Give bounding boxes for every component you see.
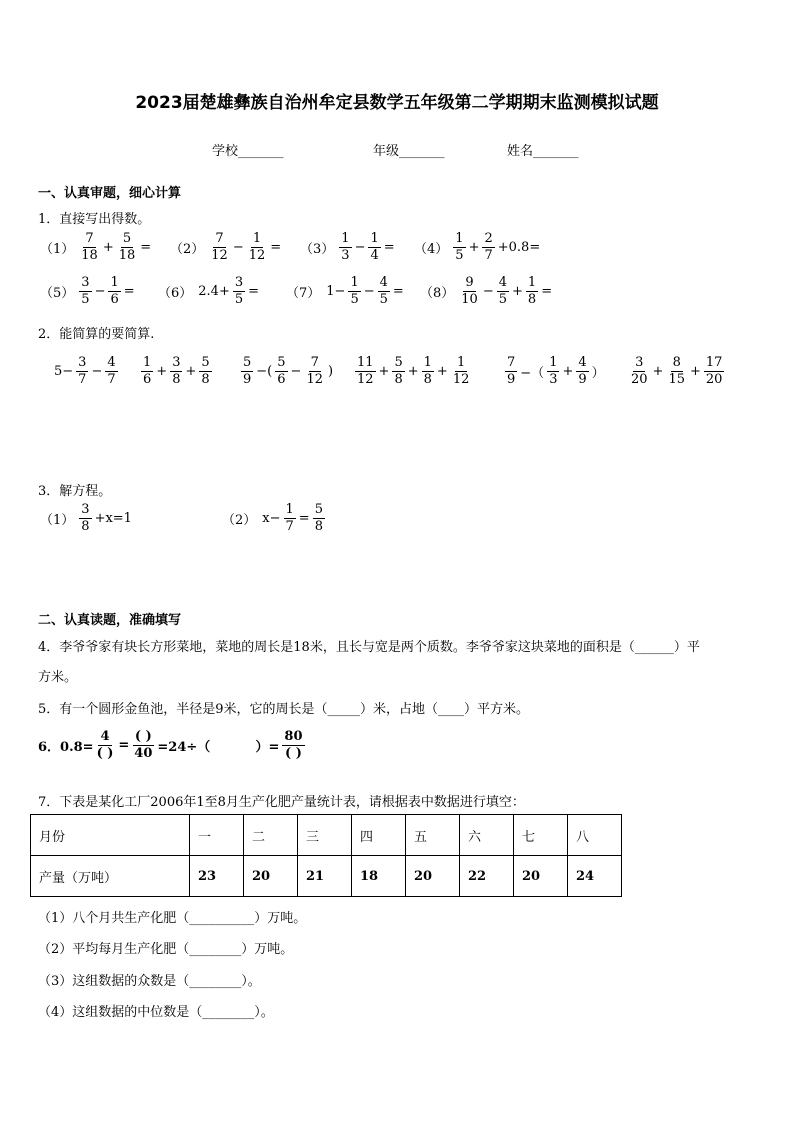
operator: − [91,363,103,379]
month-cell: 五 [406,815,460,856]
numerator: 2 [484,231,493,246]
q2-item-6 [628,356,725,386]
operator: +x=1 [94,510,132,526]
denominator: 12 [452,371,470,387]
denominator: 6 [143,371,152,387]
fraction [497,276,509,306]
q7-sub-1: （1）八个月共生产化肥（__________）万吨。 [38,911,307,926]
denominator: 5 [234,291,244,307]
operator: = [140,239,152,255]
q6-f2-denominator: 40 [134,745,153,761]
output-cell: 20 [406,856,460,897]
numerator: 3 [172,355,181,370]
fraction [368,232,380,262]
numerator: 4 [498,275,508,290]
denominator: 8 [527,291,537,307]
numerator: 3 [78,355,87,370]
numerator: 17 [705,355,723,370]
denominator: 8 [314,518,323,534]
fraction [304,356,325,386]
operator: − [482,283,494,299]
operator: −( [256,363,273,379]
table-row [31,856,622,897]
fraction [422,356,434,386]
item-number: （5） [40,285,75,301]
denominator: 3 [549,371,558,387]
q6-f1-numerator: 4 [100,729,110,744]
numerator: 5 [243,355,252,370]
question-3-label: 3．解方程。 [38,484,112,499]
numerator: 1 [370,231,379,246]
q1-item-3 [300,232,397,262]
fraction [241,356,253,386]
operator: + [652,363,664,379]
month-cell: 四 [352,815,406,856]
question-6 [38,730,306,760]
numerator: 1 [143,355,152,370]
operator: x− [262,510,281,526]
q7-sub-4: （4）这组数据的中位数是（________）。 [38,1005,274,1020]
question-1-label: 1．直接写出得数。 [38,212,151,227]
item-number: （1） [40,241,75,257]
denominator: 18 [81,247,98,263]
operator: +0.8= [497,239,541,255]
q6-fraction-2 [132,730,154,760]
operator: = [123,283,135,299]
operator: + [436,363,448,379]
denominator: 12 [211,247,228,263]
denominator: 5 [350,291,359,307]
operator: = [392,283,404,299]
numerator: 1 [527,275,537,290]
q6-fraction-3 [282,730,304,760]
q1-item-2 [170,232,283,262]
output-cell: 20 [244,856,298,897]
denominator: 5 [455,247,464,263]
section-1-heading: 一、认真审题，细心计算 [38,186,182,201]
q6-prefix: 6．0.8= [38,739,94,755]
numerator: 5 [314,502,323,517]
fraction [209,232,230,262]
numerator: 1 [423,355,432,370]
operator: 2.4+ [198,283,230,299]
operator: ) [327,363,334,379]
numerator: 1 [285,502,294,517]
output-cell: 18 [352,856,406,897]
numerator: 4 [107,355,116,370]
fraction [76,356,88,386]
operator: ） [591,365,605,381]
operator: = [298,510,310,526]
numerator: 1 [350,275,359,290]
operator: − [290,363,302,379]
fraction [629,356,650,386]
question-2-label: 2．能简算的要简算. [38,327,155,342]
table-row [31,815,622,856]
numerator: 3 [234,275,244,290]
operator: = [248,283,260,299]
fraction [141,356,153,386]
operator: + [512,283,523,299]
numerator: 1 [455,231,464,246]
operator: + [102,239,114,255]
question-4-line-2: 方米。 [38,670,78,685]
question-4-line-1: 4．李爷爷家有块长方形菜地，菜地的周长是18米，且长与宽是两个质数。李爷爷家这块菜地的面积是（______）平 [38,640,700,655]
denominator: 18 [118,247,136,263]
denominator: 8 [423,371,432,387]
numerator: 1 [110,275,119,290]
operator: + [156,363,168,379]
fraction [339,232,351,262]
q1-item-1 [40,232,153,262]
denominator: 8 [81,518,90,534]
item-number: （4） [414,241,449,257]
operator: − [232,239,244,255]
denominator: 9 [507,371,516,387]
denominator: 8 [172,371,181,387]
q3-equation-1 [40,503,134,533]
denominator: 8 [201,371,210,387]
numerator: 1 [456,355,466,370]
operator: − [354,239,366,255]
output-cell: 20 [514,856,568,897]
fraction [392,356,404,386]
output-cell: 24 [568,856,622,897]
operator: + [407,363,419,379]
denominator: 7 [107,371,116,387]
fraction [355,356,376,386]
question-5: 5．有一个圆形金鱼池，半径是9米，它的周长是（_____）米，占地（____）平方米。 [38,702,530,717]
name-field: 姓名_______ [507,144,579,159]
q2-item-2 [140,356,213,386]
fraction [576,356,588,386]
fraction [348,276,360,306]
operator: = [541,283,553,299]
q3-equation-2 [222,503,326,533]
q2-item-3 [240,356,335,386]
denominator: 5 [379,291,388,307]
numerator: 4 [379,275,388,290]
q2-item-4 [354,356,472,386]
denominator: 7 [285,518,294,534]
item-number: （8） [420,285,455,301]
fraction [459,276,480,306]
numerator: 9 [465,275,474,290]
operator: + [378,363,390,379]
denominator: 12 [248,247,266,263]
q6-f2-numerator: ( ) [134,729,152,744]
denominator: 5 [81,291,90,307]
item-number: （2） [170,241,205,257]
denominator: 3 [341,247,350,263]
numerator: 5 [394,355,403,370]
numerator: 3 [635,355,644,370]
item-number: （6） [158,285,193,301]
fraction [526,276,538,306]
fraction [79,232,100,262]
operator: − [363,283,375,299]
numerator: 7 [507,355,516,370]
q6-f3-numerator: 80 [284,729,303,744]
fraction [199,356,211,386]
fraction [79,276,91,306]
fraction [451,356,472,386]
month-cell: 二 [244,815,298,856]
fraction [108,276,120,306]
denominator: 12 [306,371,323,387]
operator: + [690,363,701,379]
q6-fraction-1 [95,730,116,760]
fraction [704,356,725,386]
numerator: 7 [215,231,224,246]
fraction [275,356,287,386]
item-number: （3） [300,241,335,257]
item-number: （7） [286,285,321,301]
output-cell: 22 [460,856,514,897]
fraction [170,356,182,386]
fraction [666,356,687,386]
denominator: 7 [78,371,87,387]
denominator: 4 [370,247,379,263]
month-cell: 六 [460,815,514,856]
q2-item-5 [504,356,607,386]
production-table [30,814,622,897]
fraction [453,232,465,262]
q6-f3-denominator: ( ) [285,745,302,761]
denominator: 6 [110,291,119,307]
q1-item-6 [158,276,261,306]
month-cell: 八 [568,815,622,856]
output-cell: 23 [190,856,244,897]
month-cell: 一 [190,815,244,856]
numerator: 1 [252,231,262,246]
operator: + [468,239,480,255]
operator: −（ [520,365,545,381]
q6-equals: = [118,737,130,753]
fraction [505,356,517,386]
numerator: 1 [341,231,350,246]
denominator: 9 [578,371,587,387]
item-number: （2） [222,512,257,528]
q6-middle: =24÷（ ）= [157,739,280,755]
fraction [79,503,91,533]
month-cell: 七 [514,815,568,856]
numerator: 5 [277,355,286,370]
item-number: （1） [40,512,75,528]
numerator: 3 [81,502,90,517]
numerator: 3 [81,275,90,290]
q1-item-8 [420,276,554,306]
numerator: 8 [672,355,681,370]
operator: = [383,239,395,255]
denominator: 7 [484,247,493,263]
fraction [105,356,117,386]
fraction [482,232,494,262]
operator: 5− [54,363,74,379]
numerator: 4 [578,355,587,370]
output-header: 产量（万吨） [31,856,190,897]
question-7-label: 7．下表是某化工厂2006年1至8月生产化肥产量统计表，请根据表中数据进行填空： [38,795,525,810]
numerator: 7 [85,231,94,246]
numerator: 11 [357,355,374,370]
month-cell: 三 [298,815,352,856]
q1-item-7 [286,276,406,306]
fraction [284,503,296,533]
page-title: 2023届楚雄彝族自治州牟定县数学五年级第二学期期末监测模拟试题 [135,93,659,113]
q1-item-4 [414,232,542,262]
denominator: 9 [243,371,252,387]
fraction [378,276,390,306]
fraction [247,232,268,262]
numerator: 5 [122,231,132,246]
denominator: 10 [461,291,478,307]
q1-item-5 [40,276,137,306]
month-header: 月份 [31,815,190,856]
q2-item-1 [52,356,119,386]
denominator: 5 [498,291,508,307]
operator: 1− [326,283,346,299]
denominator: 15 [668,371,685,387]
q7-sub-2: （2）平均每月生产化肥（________）万吨。 [38,942,294,957]
operator: + [185,363,197,379]
school-field: 学校_______ [212,144,284,159]
denominator: 20 [705,371,723,387]
fraction [547,356,559,386]
fraction [233,276,245,306]
denominator: 20 [631,371,648,387]
output-cell: 21 [298,856,352,897]
q6-f1-denominator: ( ) [96,745,114,761]
denominator: 8 [394,371,403,387]
numerator: 5 [201,355,210,370]
numerator: 1 [549,355,558,370]
grade-field: 年级_______ [373,144,445,159]
denominator: 6 [277,371,286,387]
operator: + [562,363,574,379]
fraction [313,503,325,533]
denominator: 12 [357,371,374,387]
section-2-heading: 二、认真读题，准确填写 [38,613,182,628]
fraction [117,232,138,262]
numerator: 7 [310,355,319,370]
operator: = [270,239,282,255]
operator: − [94,283,106,299]
q7-sub-3: （3）这组数据的众数是（________）。 [38,974,261,989]
